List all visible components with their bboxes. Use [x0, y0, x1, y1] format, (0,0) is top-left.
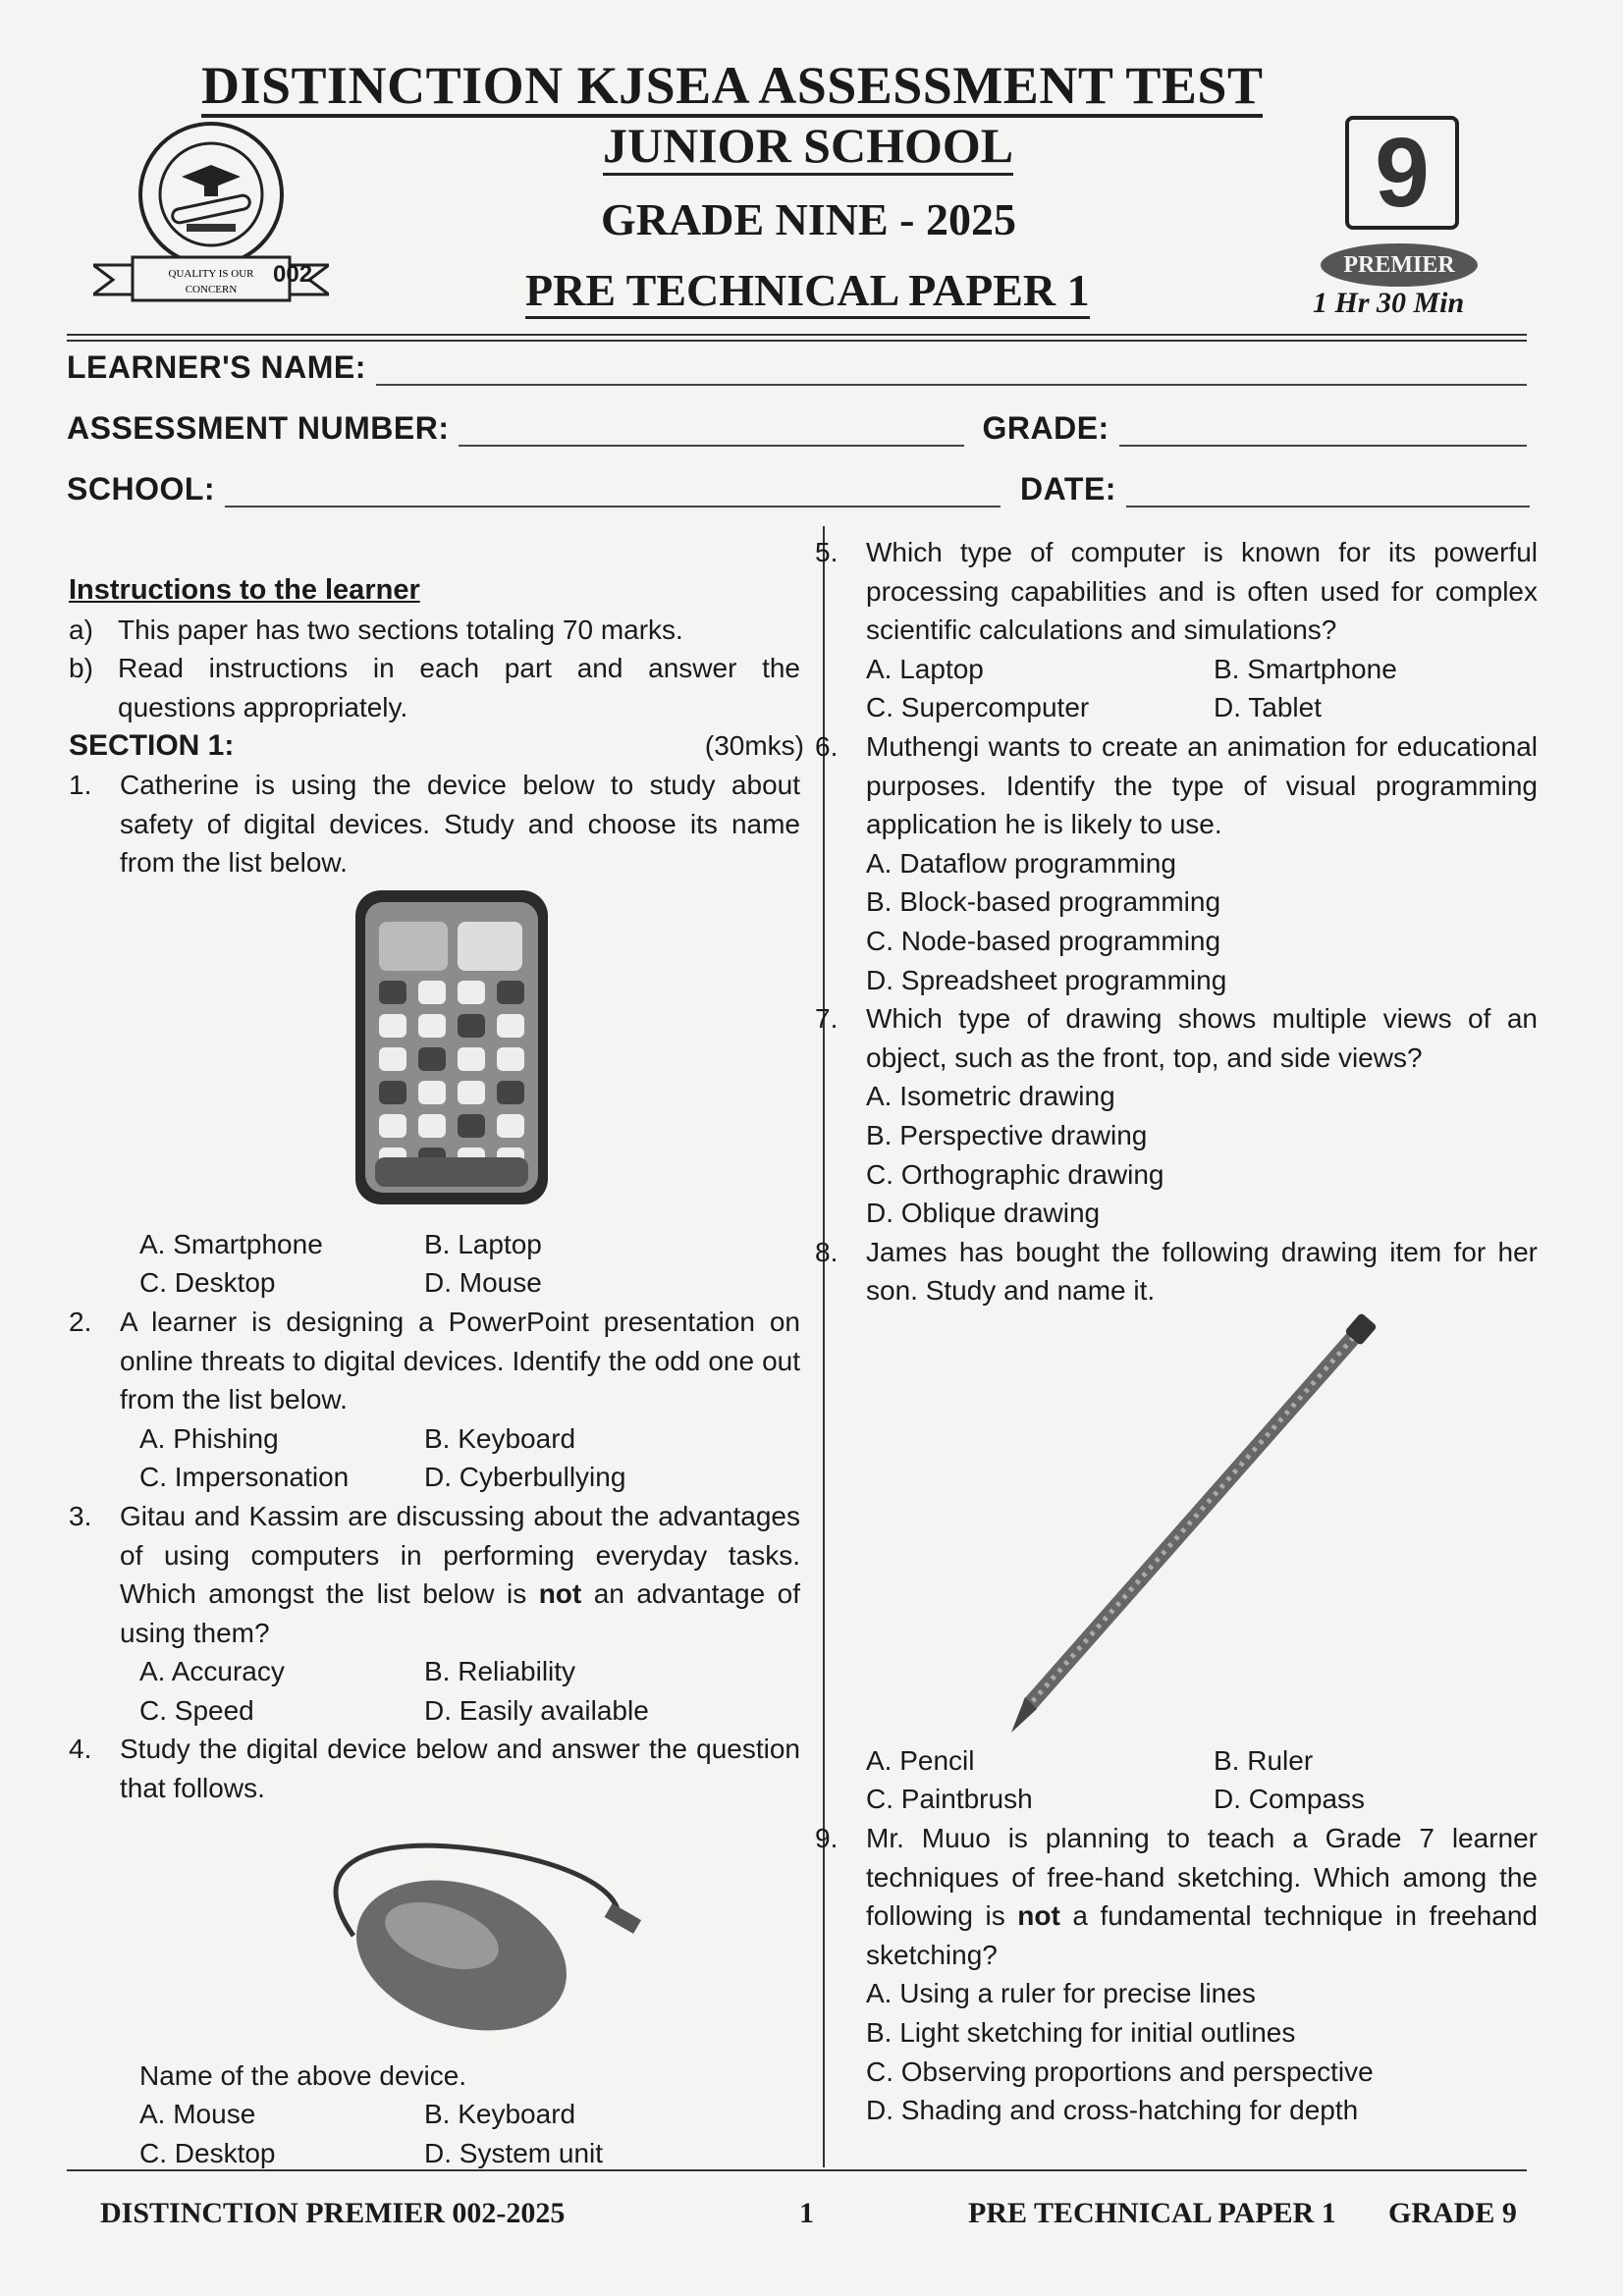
pencil-icon — [815, 1310, 1538, 1741]
answer-option[interactable]: D. Shading and cross-hatching for depth — [866, 2095, 1359, 2126]
question-text — [866, 999, 1538, 1077]
question-emphasis: not — [538, 1578, 582, 1610]
question-emphasis: not — [1017, 1900, 1060, 1932]
school-field[interactable] — [67, 471, 1530, 507]
question-number: 8. — [815, 1236, 839, 1267]
question-text-part: a fundamental technique in freehand sketching? — [866, 1900, 1539, 1970]
question-text — [866, 533, 1538, 650]
answer-option[interactable]: C. Observing proportions and perspective — [866, 2056, 1374, 2087]
question-number: 4. — [69, 1734, 92, 1765]
instruction-text: Read instructions in each part and answer the questions appropriately. — [118, 653, 800, 722]
question-stem — [815, 727, 1538, 844]
answer-option[interactable]: B. Light sketching for initial outlines — [866, 2017, 1296, 2049]
question-7 — [815, 999, 1538, 1077]
answer-option[interactable]: D. Compass — [1214, 1784, 1366, 1815]
answer-option[interactable]: D. System unit — [424, 2137, 604, 2168]
svg-text:QUALITY IS OUR: QUALITY IS OUR — [168, 268, 254, 280]
learner-name-field[interactable] — [67, 349, 1527, 386]
answer-options — [815, 844, 1538, 999]
answer-option[interactable]: B. Ruler — [1214, 1744, 1314, 1776]
answer-option[interactable]: C. Node-based programming — [866, 925, 1221, 956]
question-6 — [815, 727, 1538, 844]
answer-option[interactable]: A. Using a ruler for precise lines — [866, 1978, 1256, 2009]
question-prompt: Name of the above device. — [139, 2059, 467, 2091]
instruction-item — [69, 649, 800, 726]
question-number: 2. — [69, 1306, 92, 1337]
question-text-part: Which type of computer is known for its powerful processing capabilities and is often used for complex scientific calculations and simulations? — [866, 537, 1538, 646]
question-stem — [815, 533, 1538, 650]
answer-option[interactable]: B. Perspective drawing — [866, 1119, 1148, 1150]
question-text-part: A learner is designing a PowerPoint presentation on online threats to digital devices. Identify the odd one out from the list below. — [120, 1306, 800, 1415]
question-number: 9. — [815, 1823, 839, 1854]
answer-options — [815, 1974, 1538, 2129]
answer-option[interactable]: D. Spreadsheet programming — [866, 964, 1227, 995]
answer-option[interactable]: B. Keyboard — [424, 1422, 576, 1454]
answer-option[interactable]: D. Mouse — [424, 1267, 542, 1299]
section-title: SECTION 1: — [69, 729, 235, 763]
question-1 — [69, 766, 800, 882]
paper-title: PRE TECHNICAL PAPER 1 — [525, 265, 1090, 319]
question-stem — [69, 1730, 800, 1807]
question-3 — [69, 1497, 800, 1652]
left-column — [69, 571, 804, 2172]
instruction-label: a) — [69, 614, 93, 645]
answer-option[interactable]: B. Block-based programming — [866, 886, 1221, 918]
section-marks: (30mks) — [704, 730, 804, 762]
answer-option[interactable]: B. Reliability — [424, 1656, 576, 1687]
question-text-part: Mr. Muuo is planning to teach a Grade 7 learner techniques of free-hand sketching. Which among the following is — [866, 1823, 1538, 1932]
answer-option[interactable]: A. Isometric drawing — [866, 1081, 1115, 1112]
instruction-item — [69, 611, 800, 650]
question-text — [866, 1233, 1538, 1310]
answer-options — [69, 2095, 800, 2172]
grade-label: GRADE: — [982, 410, 1109, 446]
grade-badge: 9 — [1345, 116, 1459, 230]
instruction-text: This paper has two sections totaling 70 marks. — [118, 614, 683, 645]
school-level: JUNIOR SCHOOL — [603, 118, 1013, 176]
question-text-part: Catherine is using the device below to study about safety of digital devices. Study and choose its name from the list below. — [120, 769, 800, 879]
right-column — [815, 533, 1538, 2130]
footer-paper: PRE TECHNICAL PAPER 1 — [968, 2197, 1336, 2229]
mouse-image — [69, 1808, 800, 2056]
answer-option[interactable]: A. Pencil — [866, 1744, 975, 1776]
question-8 — [815, 1233, 1538, 1310]
answer-option[interactable]: D. Tablet — [1214, 692, 1322, 723]
header-rule — [67, 334, 1527, 336]
page-number: 1 — [799, 2197, 814, 2229]
answer-option[interactable]: C. Supercomputer — [866, 692, 1090, 723]
question-stem — [69, 766, 800, 882]
instruction-label: b) — [69, 653, 93, 684]
learner-name-label: LEARNER'S NAME: — [67, 349, 366, 385]
question-number: 3. — [69, 1500, 92, 1531]
duration: 1 Hr 30 Min — [1313, 287, 1465, 319]
answer-option[interactable]: D. Cyberbullying — [424, 1462, 626, 1493]
question-text — [120, 1730, 800, 1807]
paper-code: 002 — [273, 261, 313, 288]
answer-option[interactable]: C. Orthographic drawing — [866, 1158, 1164, 1190]
question-9 — [815, 1819, 1538, 1974]
question-text-part: Which type of drawing shows multiple views of an object, such as the front, top, and side views? — [866, 1003, 1538, 1073]
question-stem — [69, 1303, 800, 1419]
answer-options — [815, 1741, 1538, 1819]
question-number: 1. — [69, 769, 92, 800]
smartphone-image — [69, 882, 800, 1225]
pencil-image — [815, 1310, 1538, 1741]
school-label: SCHOOL: — [67, 471, 216, 507]
question-text — [120, 1303, 800, 1419]
question-stem — [69, 1497, 800, 1652]
header-rule — [67, 340, 1527, 342]
answer-option[interactable]: A. Laptop — [866, 653, 984, 684]
section-header — [69, 726, 804, 766]
answer-option[interactable]: B. Keyboard — [424, 2099, 576, 2130]
question-text-part: Study the digital device below and answer the question that follows. — [120, 1734, 800, 1804]
question-text-part: Gitau and Kassim are discussing about the advantages of using computers in performing everyday tasks. Which amongst the list below is — [120, 1500, 800, 1610]
date-label: DATE: — [1020, 471, 1116, 507]
answer-option[interactable]: B. Laptop — [424, 1228, 542, 1259]
answer-option[interactable]: C. Paintbrush — [866, 1784, 1033, 1815]
question-5 — [815, 533, 1538, 650]
question-4 — [69, 1730, 800, 1807]
question-2 — [69, 1303, 800, 1419]
answer-options — [69, 1419, 800, 1497]
footer-left: DISTINCTION PREMIER 002-2025 — [100, 2197, 566, 2229]
answer-option[interactable]: C. Impersonation — [139, 1462, 350, 1493]
answer-option[interactable]: C. Speed — [139, 1694, 254, 1726]
computer-mouse-icon — [69, 1808, 800, 2056]
question-text-part: James has bought the following drawing item for her son. Study and name it. — [866, 1236, 1538, 1307]
answer-option[interactable]: C. Desktop — [139, 1267, 276, 1299]
question-text — [120, 766, 800, 882]
answer-option[interactable]: A. Phishing — [139, 1422, 279, 1454]
question-text-part: Muthengi wants to create an animation for educational purposes. Identify the type of visual programming application he is likely to use. — [866, 730, 1538, 840]
answer-option[interactable]: D. Easily available — [424, 1694, 649, 1726]
question-text — [120, 1497, 800, 1652]
answer-options — [69, 1225, 800, 1303]
smartphone-icon — [69, 882, 800, 1225]
question-stem — [815, 1233, 1538, 1310]
answer-option[interactable]: D. Oblique drawing — [866, 1198, 1101, 1229]
assessment-number-label: ASSESSMENT NUMBER: — [67, 410, 450, 446]
answer-option[interactable]: A. Mouse — [139, 2099, 256, 2130]
question-stem — [815, 1819, 1538, 1974]
question-number: 7. — [815, 1003, 839, 1035]
answer-option[interactable]: A. Dataflow programming — [866, 847, 1176, 879]
instructions-title: Instructions to the learner — [69, 574, 420, 606]
grade-year: GRADE NINE - 2025 — [601, 194, 1016, 244]
answer-options — [69, 1652, 800, 1730]
footer-rule — [67, 2169, 1527, 2171]
answer-options — [815, 650, 1538, 727]
svg-text:CONCERN: CONCERN — [185, 284, 238, 295]
question-stem — [815, 999, 1538, 1077]
footer-grade: GRADE 9 — [1388, 2197, 1517, 2229]
question-number: 6. — [815, 730, 839, 762]
answer-option[interactable]: C. Desktop — [139, 2137, 276, 2168]
question-number: 5. — [815, 537, 839, 567]
premier-badge: PREMIER — [1321, 243, 1478, 287]
exam-title: DISTINCTION KJSEA ASSESSMENT TEST — [201, 57, 1263, 118]
answer-option[interactable]: A. Accuracy — [139, 1656, 285, 1687]
question-text — [866, 727, 1538, 844]
answer-option[interactable]: A. Smartphone — [139, 1228, 323, 1259]
assessment-number-field[interactable] — [67, 410, 1527, 447]
question-text — [866, 1819, 1538, 1974]
answer-options — [815, 1077, 1538, 1232]
answer-option[interactable]: B. Smartphone — [1214, 653, 1397, 684]
question-text-part: an advantage of using them? — [120, 1578, 800, 1648]
